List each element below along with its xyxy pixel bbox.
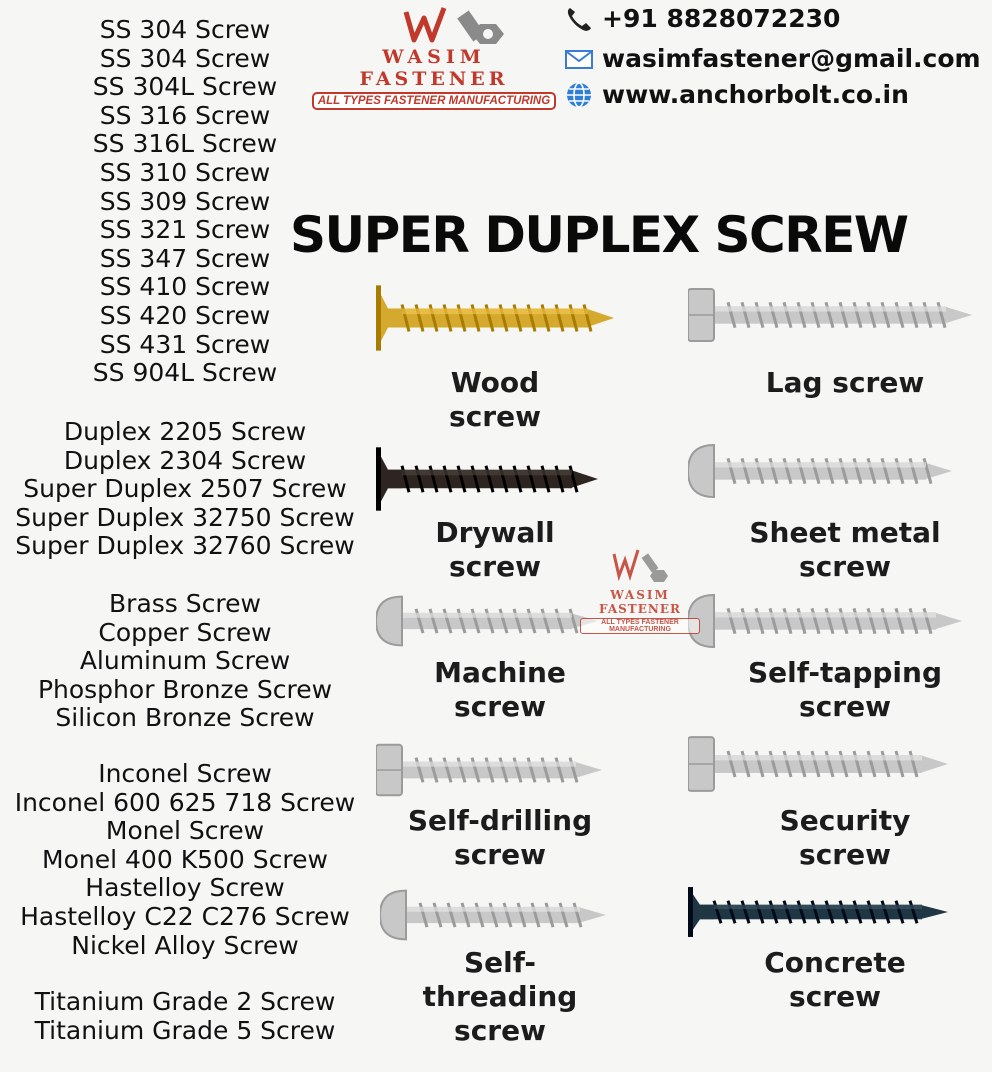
screw-label-line: Security bbox=[779, 804, 911, 837]
material-item: SS 420 Screw bbox=[99, 300, 271, 330]
contact-phone[interactable] bbox=[564, 4, 840, 33]
material-item: Aluminum Screw bbox=[79, 646, 291, 676]
screw-label-line: screw bbox=[789, 980, 881, 1013]
screw-label-line: Machine bbox=[434, 656, 566, 689]
material-item: SS 410 Screw bbox=[99, 272, 271, 302]
screw-label-line: Sheet metal bbox=[749, 516, 941, 549]
concrete-screw-label bbox=[720, 946, 950, 1014]
screw-label-line: Self-drilling bbox=[407, 804, 593, 837]
drywall-screw-image bbox=[376, 446, 600, 512]
material-item: SS 347 Screw bbox=[99, 243, 271, 273]
screw-label-line: Lag screw bbox=[765, 366, 925, 399]
screw-label-line: threading bbox=[422, 980, 578, 1013]
sheet-metal-screw-label bbox=[730, 516, 960, 584]
machine-screw-image bbox=[376, 592, 600, 650]
logo-tagline: ALL TYPES FASTENER MANUFACTURING bbox=[312, 92, 556, 110]
self-drilling-screw-image bbox=[376, 740, 604, 800]
material-item: Super Duplex 32750 Screw bbox=[15, 502, 355, 532]
screw-label-line: screw bbox=[454, 838, 546, 871]
material-item: SS 310 Screw bbox=[99, 157, 271, 187]
drywall-screw-label bbox=[380, 516, 610, 584]
screw-label-line: screw bbox=[454, 1014, 546, 1047]
screw-label-line: screw bbox=[449, 400, 541, 433]
company-logo bbox=[312, 4, 556, 114]
material-item: SS 304 Screw bbox=[99, 43, 271, 73]
nonferrous-list bbox=[0, 590, 370, 733]
page-title: SUPER DUPLEX SCREW bbox=[290, 206, 908, 264]
nickel-alloy-list bbox=[0, 760, 370, 960]
watermark-logo bbox=[578, 548, 702, 640]
screw-label-line: screw bbox=[799, 550, 891, 583]
material-item: SS 321 Screw bbox=[99, 215, 271, 245]
globe-icon bbox=[564, 81, 594, 109]
concrete-screw-image bbox=[688, 886, 950, 938]
email-icon bbox=[564, 45, 594, 73]
watermark-tagline: ALL TYPES FASTENER MANUFACTURING bbox=[580, 618, 700, 634]
material-item: Monel Screw bbox=[105, 816, 265, 846]
material-item: Monel 400 K500 Screw bbox=[42, 844, 328, 874]
material-item: Phosphor Bronze Screw bbox=[37, 674, 333, 704]
material-item: SS 316L Screw bbox=[92, 129, 278, 159]
material-item: Hastelloy Screw bbox=[85, 873, 285, 903]
screw-label-line: Self- bbox=[463, 946, 537, 979]
material-item: Duplex 2205 Screw bbox=[63, 417, 307, 446]
logo-w-bolt-mark bbox=[396, 4, 516, 50]
contact-email[interactable] bbox=[564, 44, 981, 73]
material-item: SS 904L Screw bbox=[92, 358, 278, 388]
self-threading-screw-image bbox=[380, 886, 608, 944]
material-item: SS 304L Screw bbox=[92, 72, 278, 102]
material-item: Inconel 600 625 718 Screw bbox=[14, 787, 356, 817]
material-item: Hastelloy C22 C276 Screw bbox=[20, 901, 350, 931]
wood-screw-label bbox=[380, 366, 610, 434]
material-item: SS 304 Screw bbox=[99, 15, 271, 44]
screw-label-line: Concrete bbox=[764, 946, 906, 979]
material-item: SS 316 Screw bbox=[99, 100, 271, 130]
material-item: Nickel Alloy Screw bbox=[71, 930, 299, 960]
material-item: Inconel Screw bbox=[98, 759, 272, 788]
screw-label-line: Wood bbox=[450, 366, 540, 399]
watermark-name-line1: WASIM bbox=[610, 588, 670, 602]
logo-name-line1: WASIM bbox=[382, 46, 486, 68]
material-item: SS 309 Screw bbox=[99, 186, 271, 216]
screw-label-line: Self-tapping bbox=[747, 656, 942, 689]
watermark-name-line2: FASTENER bbox=[599, 602, 681, 616]
material-item: Silicon Bronze Screw bbox=[55, 703, 315, 733]
website-url: www.anchorbolt.co.in bbox=[602, 80, 909, 109]
screw-label-line: screw bbox=[799, 838, 891, 871]
phone-number: +91 8828072230 bbox=[602, 4, 841, 33]
material-item: Copper Screw bbox=[98, 617, 272, 647]
screw-label-line: screw bbox=[799, 690, 891, 723]
material-item: Titanium Grade 5 Screw bbox=[34, 1015, 336, 1045]
material-item: Super Duplex 32760 Screw bbox=[15, 531, 355, 561]
material-item: Super Duplex 2507 Screw bbox=[23, 474, 347, 504]
self-tapping-screw-label bbox=[730, 656, 960, 724]
screw-label-line: screw bbox=[449, 550, 541, 583]
material-item: Duplex 2304 Screw bbox=[63, 445, 307, 475]
machine-screw-label bbox=[385, 656, 615, 724]
watermark-w-bolt-mark bbox=[608, 548, 672, 588]
titanium-list bbox=[0, 988, 370, 1045]
logo-name-line2: FASTENER bbox=[359, 68, 509, 90]
self-threading-screw-label bbox=[385, 946, 615, 1048]
security-screw-label bbox=[730, 804, 960, 872]
self-tapping-screw-image bbox=[688, 590, 964, 652]
security-screw-image bbox=[688, 732, 950, 796]
phone-icon bbox=[564, 5, 594, 33]
email-address: wasimfastener@gmail.com bbox=[602, 44, 981, 73]
lag-screw-image bbox=[688, 284, 974, 346]
screw-label-line: Drywall bbox=[435, 516, 555, 549]
material-item: Brass Screw bbox=[109, 589, 261, 618]
screw-label-line: screw bbox=[454, 690, 546, 723]
material-item: SS 431 Screw bbox=[99, 329, 271, 359]
self-drilling-screw-label bbox=[385, 804, 615, 872]
lag-screw-label bbox=[730, 366, 960, 400]
material-item: Titanium Grade 2 Screw bbox=[34, 987, 336, 1016]
sheet-metal-screw-image bbox=[688, 440, 954, 502]
duplex-list bbox=[0, 418, 370, 561]
contact-website[interactable] bbox=[564, 80, 909, 109]
wood-screw-image bbox=[376, 284, 616, 352]
